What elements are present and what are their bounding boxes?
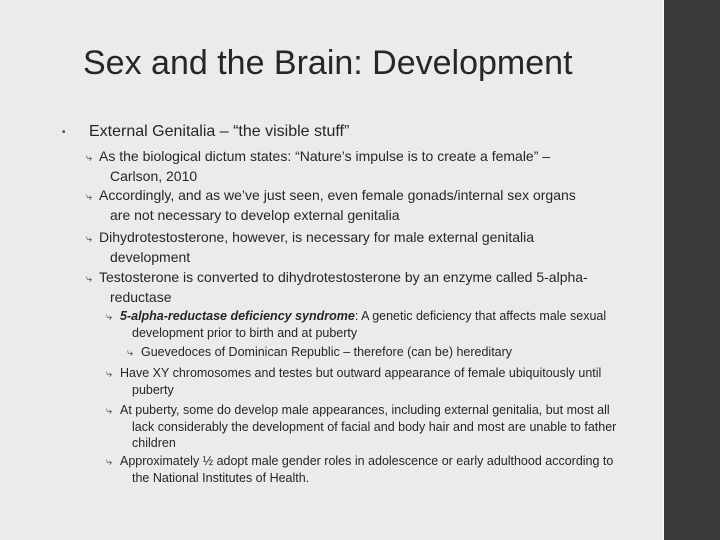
bullet-level2: Accordingly, and as we’ve just seen, even female gonads/internal sex organs are not necessary to develop external genitalia xyxy=(99,187,576,223)
sidebar-decoration xyxy=(662,0,720,540)
bullet-level2: Testosterone is converted to dihydrotestosterone by an enzyme called 5-alpha-reductase xyxy=(99,269,588,305)
bullet-level3: Have XY chromosomes and testes but outward appearance of female ubiquitously until puberty xyxy=(120,366,602,397)
bullet-dot-icon: • xyxy=(62,127,66,138)
sidebar-divider xyxy=(662,0,664,540)
bullet-level2: As the biological dictum states: “Nature’s impulse is to create a female” – Carlson, 2010 xyxy=(99,148,551,184)
bullet-level1: External Genitalia – “the visible stuff” xyxy=(89,123,350,140)
bullet-level3: 5-alpha-reductase deficiency syndrome: A genetic deficiency that affects male sexual development prior to birth and at puberty xyxy=(120,309,607,340)
bullet-level3: Approximately ½ adopt male gender roles in adolescence or early adulthood according to the National Institutes of Health. xyxy=(120,454,614,485)
bullet-level3: At puberty, some do develop male appearances, including external genitalia, but most all lack considerably the development of facial and body hair and most are unable to father children xyxy=(120,403,617,450)
bullet-level4: Guevedoces of Dominican Republic – therefore (can be) hereditary xyxy=(141,345,513,359)
bullet-level2: Dihydrotestosterone, however, is necessary for male external genitalia development xyxy=(99,229,534,265)
slide-title: Sex and the Brain: Development xyxy=(83,44,573,82)
